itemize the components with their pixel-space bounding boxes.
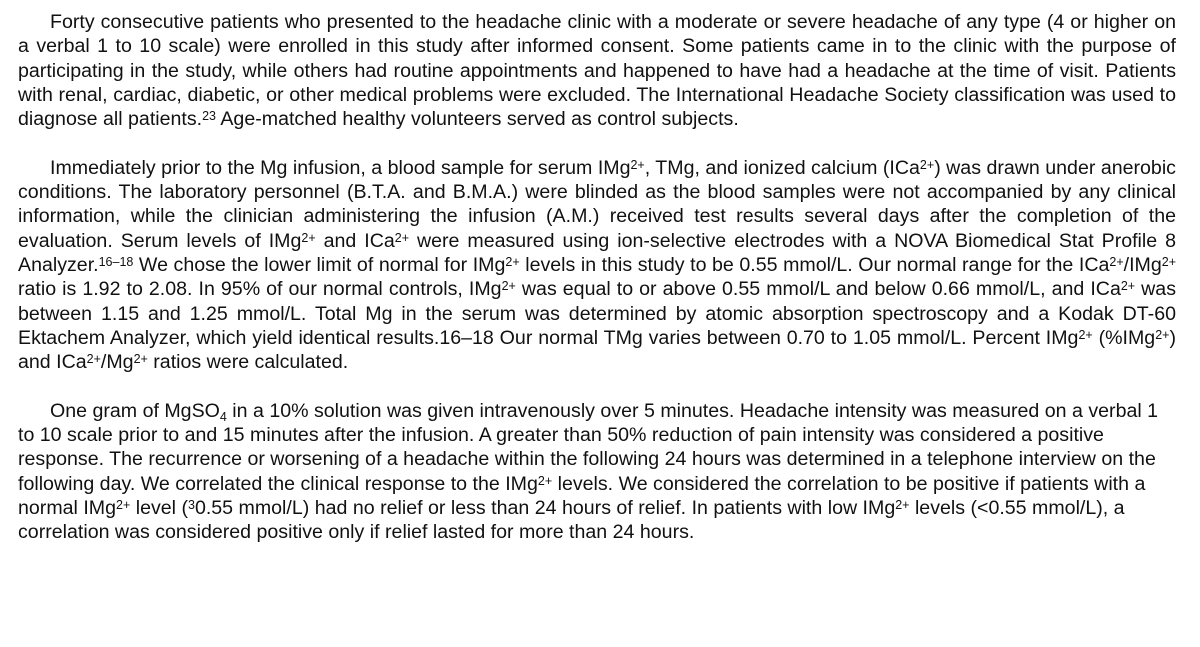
superscript: 2+ xyxy=(1161,254,1177,269)
text-run: levels. We considered the correlation to be positive if patients with a normal IMg xyxy=(18,472,1146,519)
text-run: ratio is 1.92 to 2.08. In 95% of our normal controls, IMg xyxy=(18,278,502,301)
superscript: 3 xyxy=(187,497,195,512)
superscript: 2+ xyxy=(1078,327,1093,342)
text-run: and ICa xyxy=(315,229,395,252)
text-run: was equal to or above 0.55 mmol/L and below 0.66 mmol/L, and ICa xyxy=(515,278,1121,301)
text-run: , TMg, and ionized calcium (ICa xyxy=(644,156,920,179)
superscript: 2+ xyxy=(1120,279,1136,294)
superscript: 2+ xyxy=(505,254,520,269)
text-run: level ( xyxy=(130,496,188,519)
superscript: 2+ xyxy=(394,230,410,245)
text-run: /IMg xyxy=(1123,253,1162,276)
text-run: levels in this study to be 0.55 mmol/L. Our normal range for the ICa xyxy=(519,253,1110,276)
superscript: 2+ xyxy=(537,473,553,488)
subscript: 4 xyxy=(219,409,227,424)
superscript: 2+ xyxy=(630,157,645,172)
superscript: 2+ xyxy=(1155,327,1170,342)
superscript: 2+ xyxy=(919,157,935,172)
superscript: 2+ xyxy=(86,352,101,367)
text-run: (%IMg xyxy=(1092,326,1156,349)
text-run: ) and ICa xyxy=(18,326,1176,374)
text-run: was between 1.15 and 1.25 mmol/L. Total Mg in the serum was determined by atomic absorption spectroscopy and a Kodak DT-60 Ektachem Analyzer, which yield identical results.16–18 Our normal TMg varies between 0.70 to 1.05 mmol/L. Percent IMg xyxy=(18,278,1176,349)
text-run: ratios were calculated. xyxy=(147,351,349,374)
paragraph-methods-infusion xyxy=(18,399,1176,545)
text-run: One gram of MgSO xyxy=(50,399,220,422)
superscript: 2+ xyxy=(301,230,316,245)
paragraph-methods-blood-sampling xyxy=(18,156,1176,375)
superscript: 16–18 xyxy=(98,254,134,269)
text-run: ) was drawn under anerobic conditions. The laboratory personnel (B.T.A. and B.M.A.) were blinded as the blood samples were not accompanied by any clinical information, while the clinician administering the infusion (A.M.) received test results several days after the completion of the evaluation. Serum levels of IMg xyxy=(18,156,1176,252)
text-run: We chose the lower limit of normal for IMg xyxy=(133,253,506,276)
superscript: 2+ xyxy=(133,352,148,367)
superscript: 2+ xyxy=(116,497,131,512)
superscript: 2+ xyxy=(1109,254,1124,269)
text-run: Immediately prior to the Mg infusion, a blood sample for serum IMg xyxy=(50,156,631,179)
text-run: in a 10% solution was given intravenously over 5 minutes. Headache intensity was measured on a verbal 1 to 10 scale prior to and 15 minutes after the infusion. A greater than 50% reduction of pain intensity was considered a positive response. The recurrence or worsening of a headache within the following 24 hours was determined in a telephone interview on the following day. We correlated the clinical response to the IMg xyxy=(18,399,1159,495)
superscript: 23 xyxy=(202,109,216,124)
superscript: 2+ xyxy=(501,279,516,294)
text-run: Forty consecutive patients who presented to the headache clinic with a moderate or severe headache of any type (4 or higher on a verbal 1 to 10 scale) were enrolled in this study after informed consent. Some patients came in to the clinic with the purpose of participating in the study, while others had routine appointments and happened to have had a headache at the time of visit. Patients with renal, cardiac, diabetic, or other medical problems were excluded. The International Headache Society classification was used to diagnose all patients. xyxy=(18,11,1176,131)
text-run: levels (<0.55 mmol/L), a correlation was considered positive only if relief lasted for more than 24 hours. xyxy=(18,496,1125,544)
text-run: were measured using ion-selective electrodes with a NOVA Biomedical Stat Profile 8 Analyzer. xyxy=(18,229,1177,276)
text-run: 0.55 mmol/L) had no relief or less than 24 hours of relief. In patients with low IMg xyxy=(194,496,896,519)
text-run: Age-matched healthy volunteers served as control subjects. xyxy=(216,108,739,131)
superscript: 2+ xyxy=(895,497,910,512)
text-run: /Mg xyxy=(100,351,134,374)
paragraph-methods-enrollment xyxy=(18,10,1176,131)
